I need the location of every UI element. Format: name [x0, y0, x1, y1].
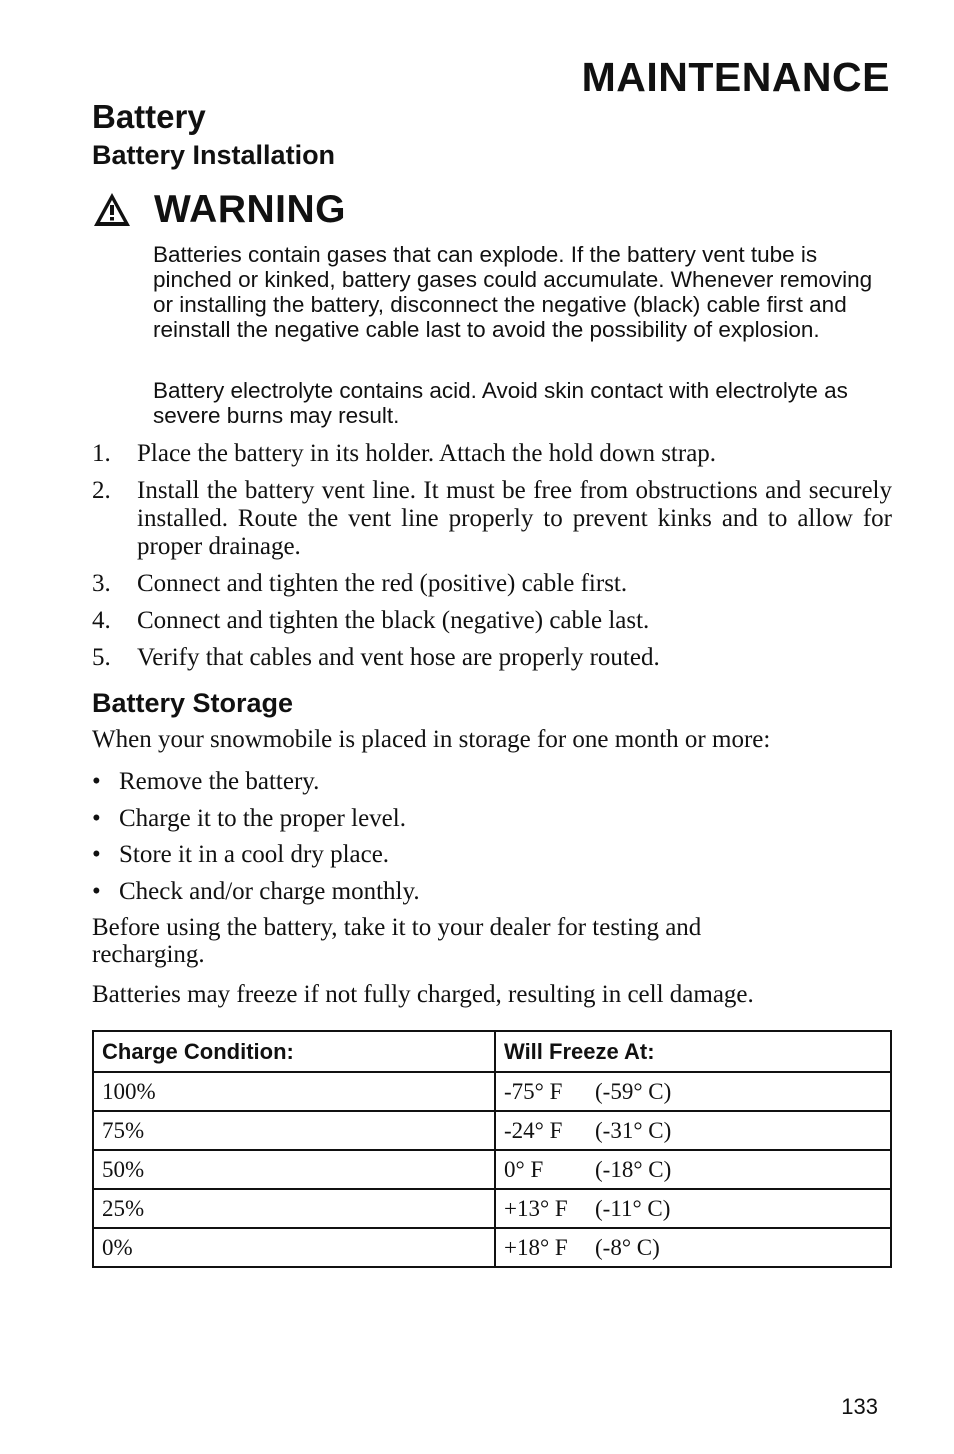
list-item [92, 644, 892, 672]
bullet-dot: • [92, 878, 101, 906]
celsius-value: (-59° C) [595, 1078, 672, 1104]
celsius-value: (-8° C) [595, 1234, 660, 1260]
fahrenheit-value: +13° F [504, 1195, 568, 1221]
warning-label: WARNING [154, 188, 346, 231]
list-item [92, 805, 420, 842]
list-item [92, 440, 892, 468]
table-row [93, 1072, 891, 1111]
column-header-charge: Charge Condition: [93, 1031, 495, 1072]
dealer-note: Before using the battery, take it to your dealer for testing and recharging. [92, 914, 702, 968]
charge-cell: 100% [93, 1072, 495, 1111]
warning-triangle-icon [92, 190, 132, 230]
fahrenheit-value: 0° F [504, 1156, 544, 1182]
bullet-dot: • [92, 768, 101, 795]
list-item [92, 607, 892, 635]
freeze-note: Batteries may freeze if not fully charged, resulting in cell damage. [92, 981, 754, 1008]
celsius-value: (-31° C) [595, 1117, 672, 1143]
list-item [92, 570, 892, 598]
bullet-dot: • [92, 841, 101, 869]
step-text: Place the battery in its holder. Attach the hold down strap. [137, 440, 717, 467]
list-item [92, 841, 420, 878]
storage-intro: When your snowmobile is placed in storage for one month or more: [92, 726, 771, 753]
freeze-cell [495, 1228, 891, 1267]
storage-bullets [92, 768, 420, 915]
bullet-text: Remove the battery. [119, 768, 320, 795]
table-row [93, 1111, 891, 1150]
charge-cell: 0% [93, 1228, 495, 1267]
heading-battery-storage: Battery Storage [92, 688, 294, 718]
list-item [92, 768, 420, 805]
celsius-value: (-18° C) [595, 1156, 672, 1182]
step-text: Verify that cables and vent hose are properly routed. [137, 644, 660, 671]
step-text: Install the battery vent line. It must be free from obstructions and securely installed. Route the vent line properly to prevent kinks and to allow for proper drainage. [137, 477, 892, 560]
fahrenheit-value: -24° F [504, 1117, 563, 1143]
heading-battery: Battery [92, 98, 206, 135]
warning-paragraph-acid: Battery electrolyte contains acid. Avoid skin contact with electrolyte as severe burns may result. [153, 378, 848, 428]
step-number: 3. [92, 570, 111, 597]
list-item [92, 878, 420, 915]
step-text: Connect and tighten the red (positive) cable first. [137, 570, 628, 597]
column-header-freeze: Will Freeze At: [495, 1031, 891, 1072]
bullet-text: Check and/or charge monthly. [119, 878, 420, 906]
bullet-text: Charge it to the proper level. [119, 804, 406, 832]
step-number: 1. [92, 440, 111, 467]
installation-steps [92, 440, 892, 681]
table-row [93, 1228, 891, 1267]
step-number: 5. [92, 644, 111, 671]
freeze-cell [495, 1072, 891, 1111]
page-number: 133 [841, 1394, 878, 1419]
heading-battery-installation: Battery Installation [92, 140, 336, 170]
section-title: MAINTENANCE [581, 54, 890, 100]
bullet-text: Store it in a cool dry place. [119, 841, 390, 869]
step-number: 2. [92, 477, 111, 504]
warning-header [92, 188, 346, 232]
warning-paragraph-explosion: Batteries contain gases that can explode. If the battery vent tube is pinched or kinked, battery gases could accumulate. Whenever removing or installing the battery, disconnect the negative (black) cable first and reinstall the negative cable last to avoid the possibility of explosion. [153, 242, 873, 342]
bullet-dot: • [92, 804, 101, 832]
charge-cell: 25% [93, 1189, 495, 1228]
table-header-row [93, 1031, 891, 1072]
table-row [93, 1150, 891, 1189]
freeze-cell [495, 1150, 891, 1189]
freeze-cell [495, 1111, 891, 1150]
fahrenheit-value: -75° F [504, 1078, 563, 1104]
celsius-value: (-11° C) [595, 1195, 671, 1221]
step-text: Connect and tighten the black (negative) cable last. [137, 607, 650, 634]
step-number: 4. [92, 607, 111, 634]
fahrenheit-value: +18° F [504, 1234, 568, 1260]
list-item [92, 477, 892, 561]
freeze-cell [495, 1189, 891, 1228]
freeze-table [92, 1030, 892, 1268]
charge-cell: 50% [93, 1150, 495, 1189]
charge-cell: 75% [93, 1111, 495, 1150]
table-row [93, 1189, 891, 1228]
